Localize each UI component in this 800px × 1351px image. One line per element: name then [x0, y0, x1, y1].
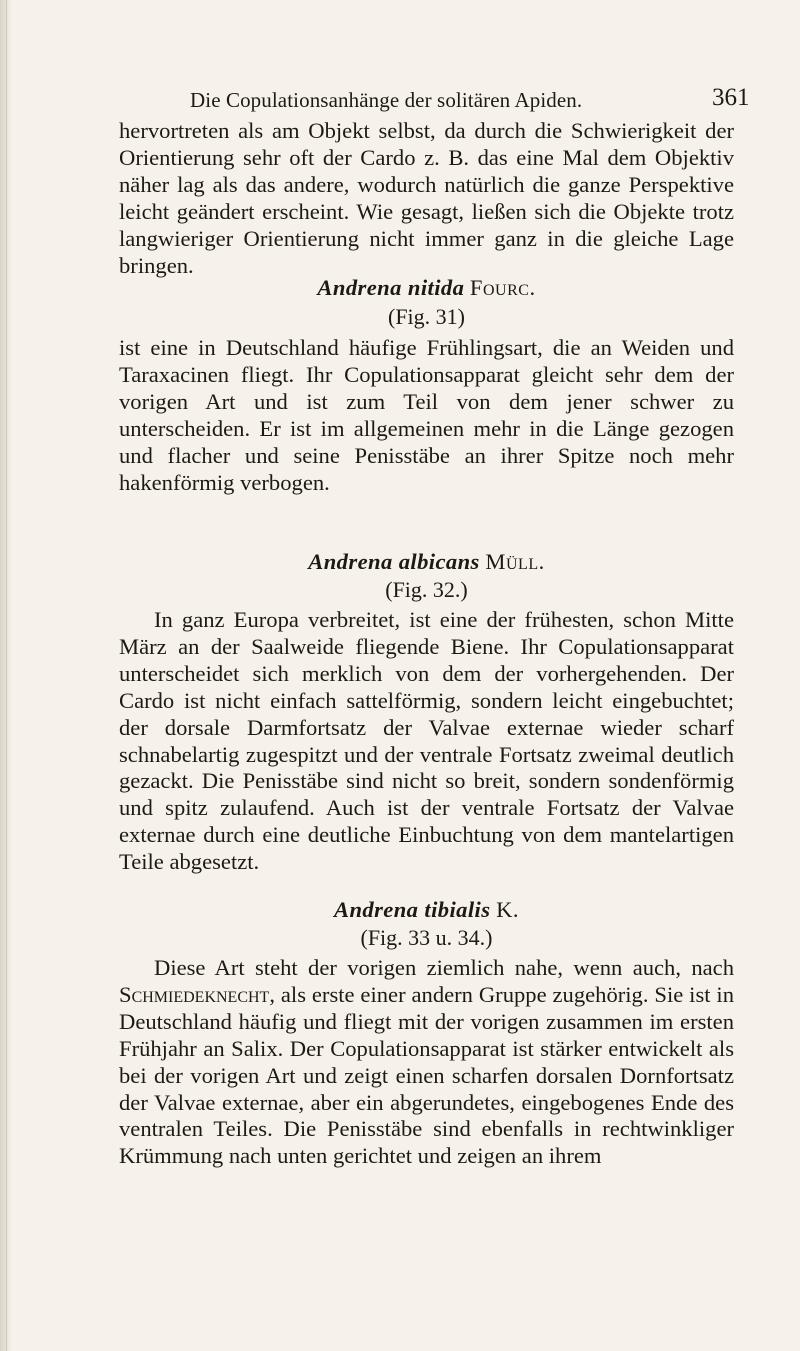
paragraph-text: In ganz Europa verbreitet, ist eine der frühesten, schon Mitte März an der Saalweide fliegende Biene. Ihr Copulationsapparat unterscheidet sich merklich von dem der vorhergehenden. Der Cardo ist nicht einfach sattelförmig, sondern leicht eingebuchtet; der dorsale Darmfortsatz der Valvae externae wieder scharf schnabelartig zugespitzt und der ventrale Fortsatz zweimal deutlich gezackt. Die Penisstäbe sind nicht so breit, sondern sondenförmig und spitz zulaufend. Auch ist der ventrale Fortsatz der Valvae externae durch eine deutliche Einbuchtung von dem mantelartigen Teile abgesetzt.	[119, 607, 734, 875]
paragraph-nitida	[119, 335, 734, 496]
paragraph-text-rest: als erste einer andern Gruppe zugehörig. Sie ist in Deutschland häufig und fliegt mit der vorigen zusammen im ersten Frühjahr an Salix. Der Copulationsapparat ist stärker entwickelt als bei der vorigen Art und zeigt einen scharfen dorsalen Dornfortsatz der Valvae externae, aber ein abgerundetes, eingebogenes Ende des ventralen Teiles. Die Penisstäbe sind ebenfalls in rechtwinkliger Krümmung nach unten gerichtet und zeigen an ihrem	[119, 981, 734, 1169]
figure-reference: (Fig. 33 u. 34.)	[360, 925, 493, 950]
paragraph-tibialis	[119, 955, 734, 1170]
figure-reference: (Fig. 31)	[388, 304, 465, 329]
paragraph-text	[119, 955, 734, 1170]
species-author: Fourc.	[469, 275, 536, 300]
species-name: Andrena albicans	[308, 549, 480, 574]
running-header: Die Copulationsanhänge der solitären Apiden.	[190, 88, 583, 112]
species-heading-tibialis	[119, 897, 734, 923]
species-heading-nitida	[119, 275, 734, 301]
author-citation: Schmiedeknecht,	[119, 981, 275, 1007]
page-number: 361	[712, 84, 750, 111]
page-edge-line	[6, 0, 7, 1351]
species-name: Andrena nitida	[317, 275, 465, 300]
species-heading-albicans	[119, 549, 734, 575]
paragraph-text-start: Diese Art steht der vorigen ziemlich nahe, wenn auch, nach	[154, 955, 734, 980]
paragraph-albicans	[119, 607, 734, 876]
species-name: Andrena tibialis	[333, 897, 491, 922]
figure-reference: (Fig. 32.)	[385, 577, 468, 602]
paragraph-text: ist eine in Deutschland häufige Frühlingsart, die an Weiden und Taraxacinen fliegt. Ihr Copulationsapparat gleicht sehr dem der vorigen Art und ist zum Teil von dem jener schwer zu unterscheiden. Er ist im allgemeinen mehr in die Länge gezogen und flacher und seine Penisstäbe an ihrer Spitze noch mehr hakenförmig verbogen.	[119, 335, 734, 495]
species-author: Müll.	[485, 549, 545, 574]
paragraph-continuation	[119, 118, 734, 279]
paragraph-text: hervortreten als am Objekt selbst, da durch die Schwierigkeit der Orientierung sehr oft der Cardo z. B. das eine Mal dem Objektiv näher lag als das andere, wodurch natürlich die ganze Perspektive leicht geändert erscheint. Wie gesagt, ließen sich die Objekte trotz langwieriger Orientierung nicht immer ganz in die gleiche Lage bringen.	[119, 118, 734, 278]
species-author: K.	[496, 897, 520, 922]
